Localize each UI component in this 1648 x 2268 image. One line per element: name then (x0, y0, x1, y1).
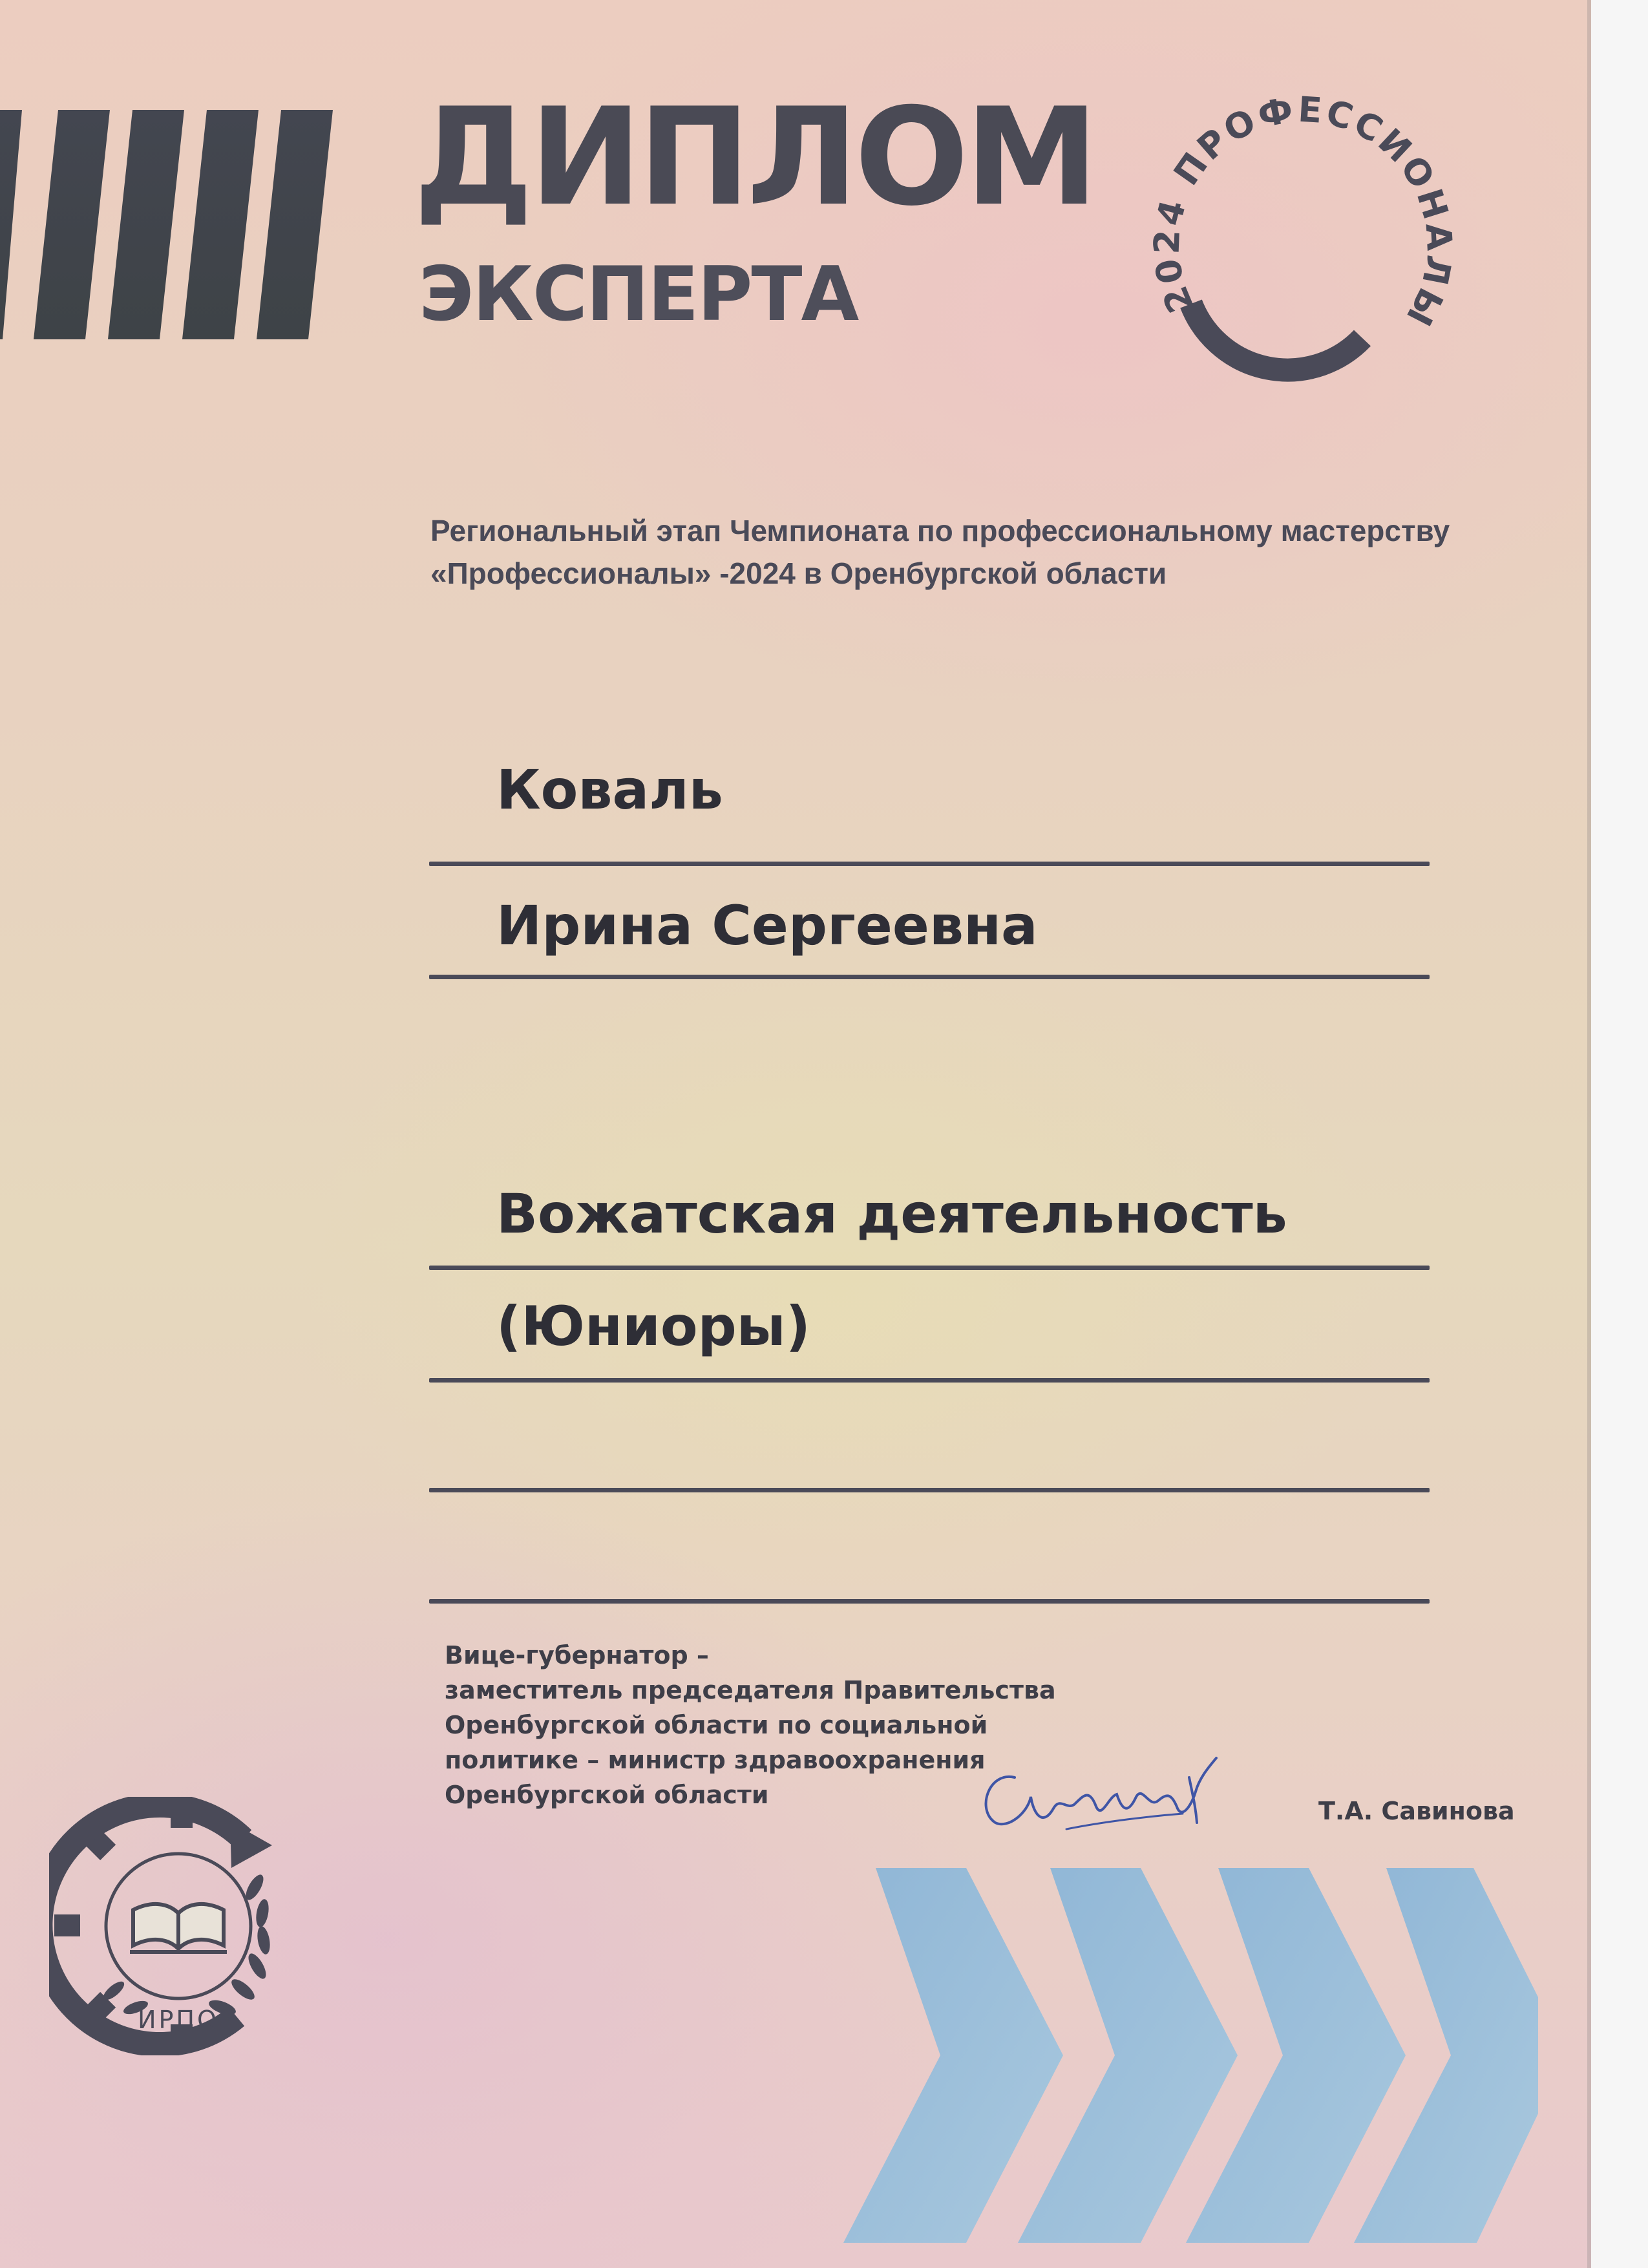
signer-position-line: Оренбургской области по социальной (445, 1711, 988, 1739)
competency-category: (Юниоры) (496, 1295, 811, 1358)
underline-rule (429, 1378, 1430, 1383)
underline-rule (429, 975, 1430, 979)
diploma-subtitle: ЭКСПЕРТА (419, 251, 858, 338)
irpo-logo (49, 1797, 308, 2055)
underline-rule (429, 862, 1430, 866)
decorative-stripes (0, 0, 362, 349)
professionaly-2024-emblem (1143, 76, 1492, 425)
signer-name: Т.А. Савинова (1318, 1797, 1515, 1825)
underline-rule (429, 1266, 1430, 1270)
event-description (430, 509, 1529, 595)
recipient-given-names: Ирина Сергеевна (496, 894, 1038, 957)
signer-position-line: заместитель председателя Правительства (445, 1676, 1056, 1704)
event-line-1: Региональный этап Чемпионата по профессиональному мастерству (430, 514, 1450, 547)
signer-position-line: Оренбургской области (445, 1781, 769, 1809)
recipient-surname: Коваль (496, 758, 723, 821)
emblem-text: 2024 ПРОФЕССИОНАЛЫ (1146, 89, 1461, 335)
handwritten-signature (969, 1732, 1241, 1861)
underline-rule (429, 1599, 1430, 1604)
book-icon (130, 1904, 227, 1952)
underline-rule (429, 1488, 1430, 1492)
signer-position-line: Вице-губернатор – (445, 1641, 709, 1669)
svg-text:2024 ПРОФЕССИОНАЛЫ (1146, 89, 1461, 334)
event-line-2: «Профессионалы» -2024 в Оренбургской области (430, 556, 1167, 590)
logo-text: ИРПО (138, 2006, 219, 2034)
signer-position-line: политике – министр здравоохранения (445, 1746, 986, 1774)
diploma-title: ДИПЛОМ (414, 79, 1095, 236)
competency-name: Вожатская деятельность (496, 1182, 1287, 1245)
decorative-chevrons (821, 1868, 1538, 2243)
